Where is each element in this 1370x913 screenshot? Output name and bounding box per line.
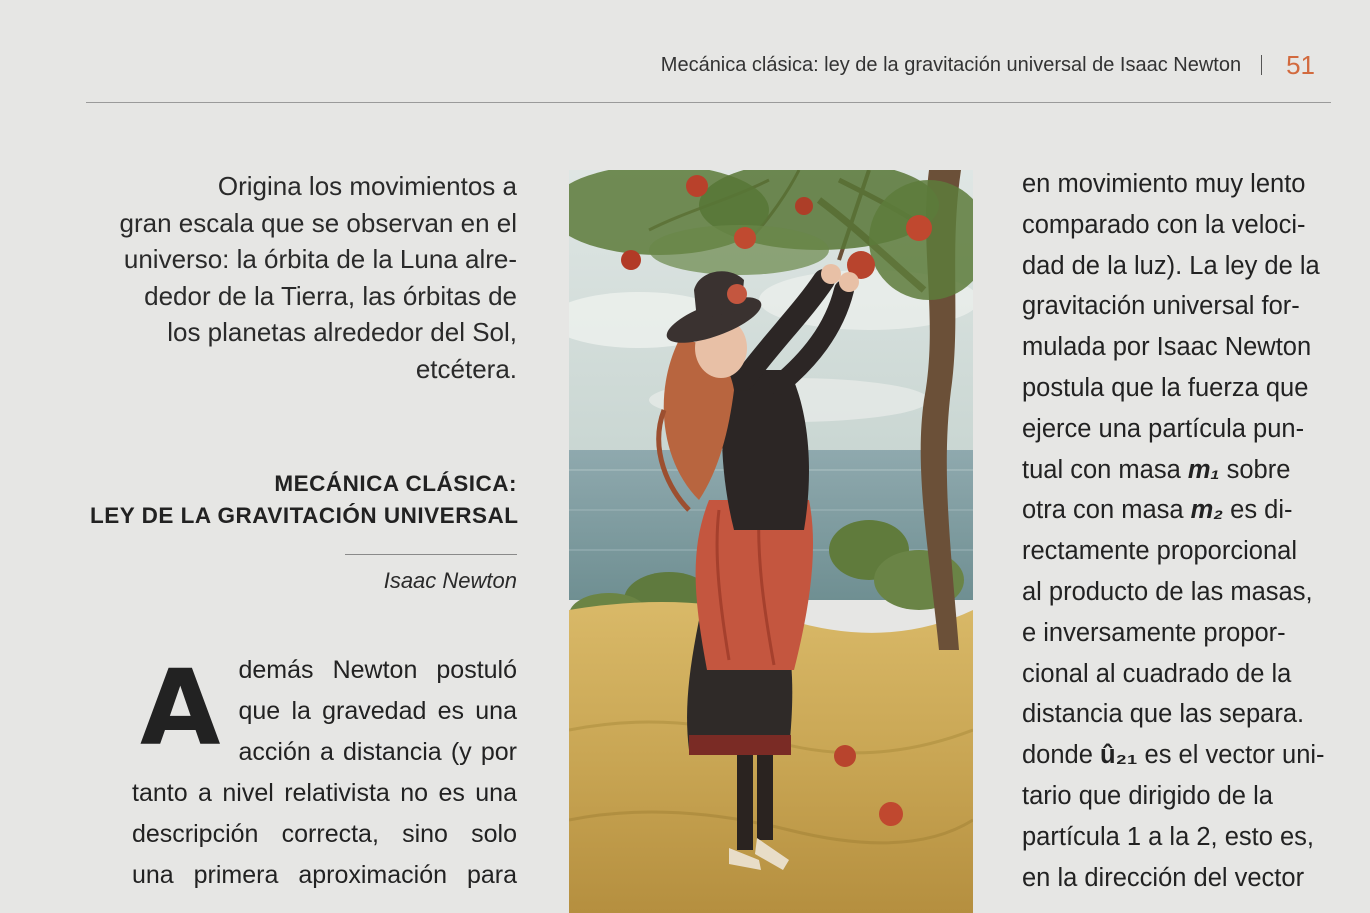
body-line-text: comparado con la veloci- [1022, 210, 1306, 239]
mass-symbol-m2: m₂ [1190, 496, 1224, 525]
left-column [90, 168, 519, 889]
unit-vector-symbol: û₂₁ [1100, 741, 1138, 770]
section-title-line: LEY DE LA GRAVITACIÓN UNIVERSAL [90, 503, 519, 528]
body-line-text: es di- [1223, 496, 1293, 525]
body-line [1022, 205, 1332, 246]
body-line [1022, 817, 1332, 858]
body-line: tanto a nivel relativista no es una [132, 779, 517, 807]
running-title: Mecánica clásica: ley de la gravitación universal de Isaac Newton [660, 53, 1242, 76]
body-line [1022, 572, 1332, 613]
illustration-svg [569, 170, 973, 913]
body-line [1022, 286, 1332, 327]
mass-symbol-m1: m₁ [1187, 455, 1220, 484]
body-line-text: postula que la fuerza que [1022, 373, 1309, 402]
body-line-text: ejerce una partícula pun- [1022, 414, 1305, 443]
body-line [1022, 409, 1332, 450]
body-line-text: tario que dirigido de la [1022, 781, 1273, 810]
body-line [1022, 735, 1332, 776]
body-line-text: en movimiento muy lento [1022, 170, 1306, 198]
body-line [1022, 368, 1332, 409]
epigraph-line: Origina los movimientos a [217, 171, 517, 201]
body-line [1022, 450, 1332, 491]
section-title-line: MECÁNICA CLÁSICA: [274, 471, 517, 496]
body-line-text: e inversamente propor- [1022, 618, 1286, 647]
body-line [1022, 164, 1332, 205]
page-number: 51 [1286, 49, 1315, 80]
illustration-girl-apple-tree [569, 170, 973, 913]
body-line: acción a distancia (y por [238, 738, 517, 766]
body-line-text: otra con masa [1022, 496, 1191, 525]
body-line-text: al producto de las masas, [1022, 577, 1313, 606]
right-column [1022, 164, 1332, 898]
epigraph-line: los planetas alrededor del Sol, [167, 317, 517, 347]
body-line-text: cional al cuadrado de la [1022, 659, 1292, 688]
running-header [661, 50, 1315, 80]
body-line [1022, 776, 1332, 817]
header-rule [86, 102, 1331, 103]
body-line [1022, 654, 1332, 695]
body-line-text: dad de la luz). La ley de la [1022, 251, 1320, 280]
body-line-text: mulada por Isaac Newton [1022, 333, 1312, 362]
body-line: descripción correcta, sino solo [132, 820, 517, 848]
body-line: que la gravedad es una [238, 697, 517, 725]
body-line [1022, 327, 1332, 368]
header-separator [1261, 55, 1262, 75]
author-name: Isaac Newton [383, 568, 517, 593]
body-line-text: distancia que las separa. [1022, 700, 1305, 729]
body-line-text: sobre [1219, 455, 1291, 484]
author-rule [345, 554, 517, 555]
body-line-text: en la dirección del vector [1022, 863, 1305, 892]
body-line: demás Newton postuló [238, 656, 517, 684]
body-line-text: tual con masa [1022, 455, 1188, 484]
body-line-text: partícula 1 a la 2, esto es, [1022, 822, 1315, 851]
body-line-text: donde [1022, 741, 1100, 770]
body-line [1022, 246, 1332, 287]
body-line-text: gravitación universal for- [1022, 292, 1300, 321]
epigraph-line: etcétera. [415, 353, 517, 384]
body-paragraph [132, 647, 517, 896]
section-title [90, 468, 517, 532]
body-line [1022, 490, 1332, 531]
drop-cap: A [140, 647, 221, 769]
body-line-text: es el vector uni- [1137, 741, 1325, 770]
body-line [1022, 613, 1332, 654]
body-line [1022, 531, 1332, 572]
body-line [1022, 858, 1332, 899]
body-line [1022, 694, 1332, 735]
epigraph-line: dedor de la Tierra, las órbitas de [144, 280, 517, 311]
body-line: una primera aproximación para [132, 861, 517, 889]
body-line-text: rectamente proporcional [1022, 537, 1297, 566]
epigraph [90, 168, 517, 387]
epigraph-line: gran escala que se observan en el [119, 207, 517, 238]
epigraph-line: universo: la órbita de la Luna alre- [123, 244, 517, 274]
